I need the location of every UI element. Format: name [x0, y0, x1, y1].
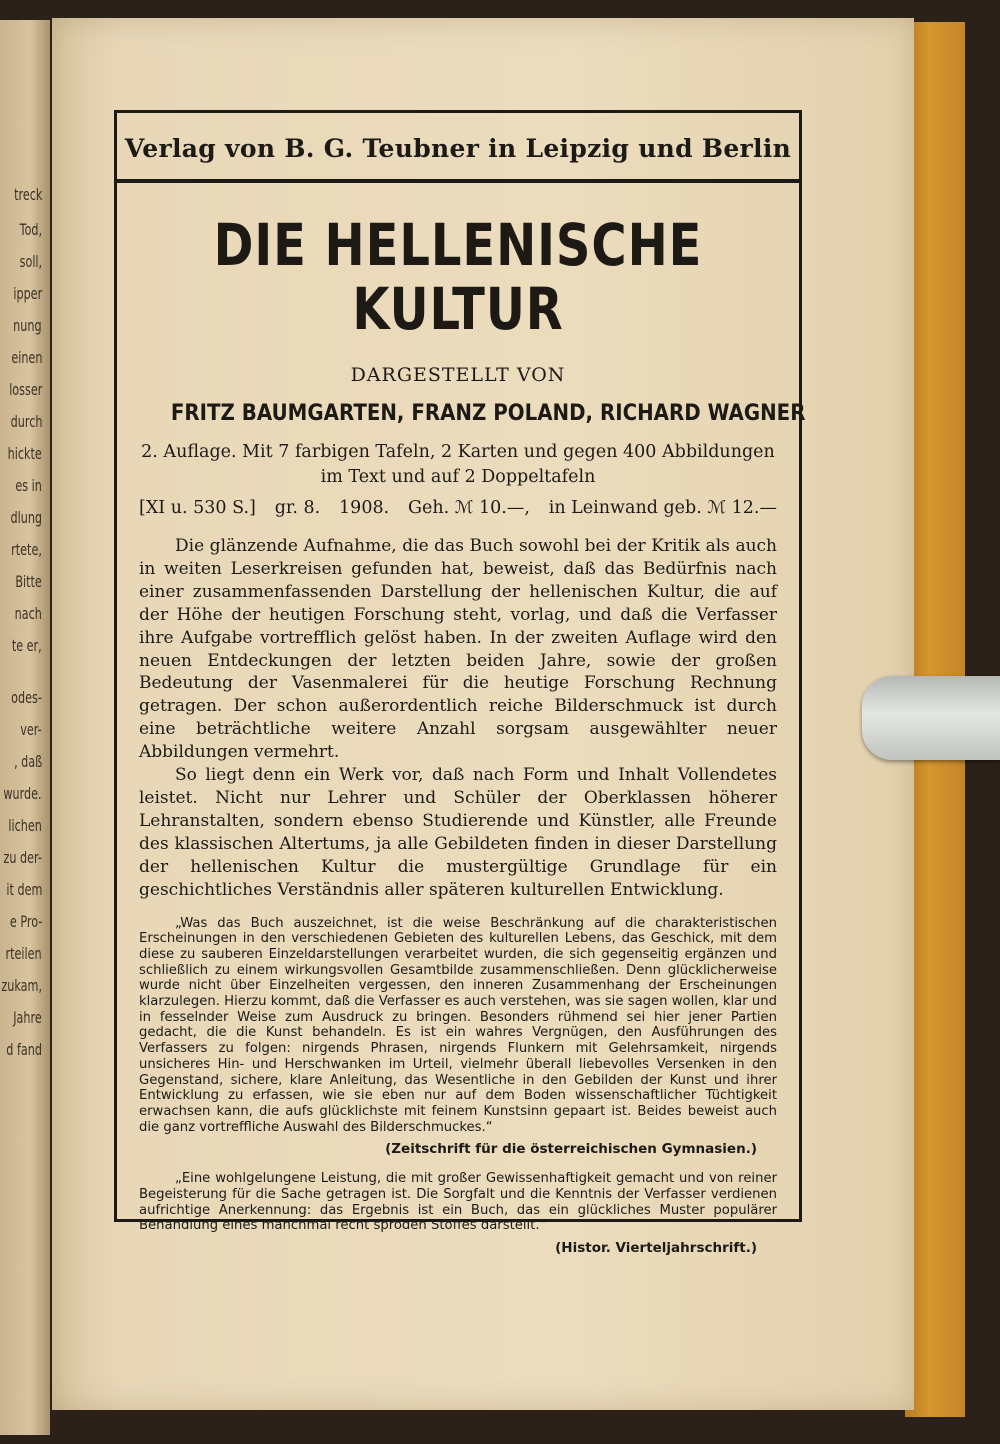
advertisement-frame — [114, 110, 806, 1257]
left-page-fragment: rteilen — [5, 944, 42, 963]
left-page-fragment: Tod, — [19, 220, 42, 239]
left-page-fragment: , daß — [13, 752, 42, 771]
price-line — [139, 496, 777, 521]
year: 1908. — [339, 498, 390, 518]
review-quote — [139, 1171, 777, 1234]
review-quote — [139, 916, 777, 1136]
edition-info — [139, 440, 777, 490]
left-page-fragment: zu der- — [3, 848, 42, 867]
review-source: (Histor. Vierteljahrschrift.) — [555, 1240, 757, 1257]
left-page-fragment: d fand — [6, 1040, 42, 1059]
left-page-fragment: zukam, — [1, 976, 42, 995]
book-authors: FRITZ BAUMGARTEN, FRANZ POLAND, RICHARD WAGNER — [170, 401, 806, 426]
publisher-header — [117, 113, 799, 182]
book-description — [139, 535, 777, 902]
left-page-fragment: treck — [13, 185, 42, 204]
bookmark-clip — [862, 676, 1000, 760]
left-page-fragment: nach — [14, 604, 42, 623]
price-cloth: in Leinwand geb. ℳ 12.— — [548, 498, 777, 518]
page-count: [XI u. 530 S.] — [139, 498, 256, 518]
advertisement-content — [139, 211, 806, 1257]
left-page-fragment: lichen — [8, 816, 42, 835]
left-page-fragment: it dem — [6, 880, 42, 899]
review-source: (Zeitschrift für die österreichischen Gymnasien.) — [385, 1141, 757, 1158]
left-page-fragment: ipper — [13, 284, 42, 303]
left-page-fragment: Jahre — [13, 1008, 42, 1027]
left-page-fragment: te er, — [12, 636, 42, 655]
left-page-fragment: wurde. — [3, 784, 42, 803]
left-page-edge — [0, 20, 50, 1435]
left-page-fragment: rtete, — [11, 540, 42, 559]
format-size: gr. 8. — [274, 498, 321, 518]
left-page-fragment: hickte — [7, 444, 42, 463]
edition-line: im Text und auf 2 Doppeltafeln — [320, 467, 596, 487]
price-paperback: Geh. ℳ 10.—, — [408, 498, 530, 518]
left-page-fragment: dlung — [10, 508, 42, 527]
left-page-fragment: ver- — [20, 720, 42, 739]
left-page-fragment: einen — [10, 348, 42, 367]
book-subtitle: DARGESTELLT VON — [350, 364, 566, 386]
header-divider — [117, 181, 799, 183]
left-page-fragment: es in — [15, 476, 42, 495]
description-paragraph: So liegt denn ein Werk vor, daß nach Form und Inhalt Vollendetes leistet. Nicht nur Lehrer und Schüler der Oberklassen höherer Lehranstalten, sondern ebenso Studierende und Künstler, alle Freunde des klassischen Altertums, ja alle Gebildeten finden in dieser Darstellung der hellenischen Kultur die mustergültige Grundlage für ein geschichtliches Verständnis aller späteren kulturellen Entwicklung. — [139, 765, 777, 900]
left-page-fragment: losser — [8, 380, 42, 399]
left-page-fragment: durch — [10, 412, 42, 431]
left-page-fragment: soll, — [19, 252, 42, 271]
book-title: DIE HELLENISCHE KULTUR — [213, 211, 703, 343]
review-text: „Eine wohlgelungene Leistung, die mit großer Gewissenhaftigkeit gemacht und von reiner Begeisterung für die Sache getragen ist. Die Sorgfalt und die Kenntnis der Verfasser verdienen aufrichtige Anerkennung: das Ergebnis ist ein Buch, das ein glückliches Muster populärer Behandlung eines manchmal recht spröden Stoffes darstellt.“ — [139, 1171, 777, 1234]
edition-line: 2. Auflage. Mit 7 farbigen Tafeln, 2 Karten und gegen 400 Abbildungen — [141, 442, 775, 462]
left-page-fragment: Bitte — [15, 572, 42, 591]
review-text: „Was das Buch auszeichnet, ist die weise Beschränkung auf die charakteristischen Erscheinungen in den verschiedenen Gebieten des kulturellen Lebens, das Geschick, mit dem diese zu sauberen Einzeldarstellungen verarbeitet wurden, die sich gegenseitig ergänzen und schließlich zu einem wirkungsvollen Gesamtbilde zusammenschließen. Denn glücklicherweise wurde nicht über Einzelheiten vergessen, den inneren Zusammenhang der Erscheinungen klarzulegen. Hierzu kommt, daß die Verfasser es auch verstehen, was sie sagen wollen, klar und in fesselnder Weise zum Ausdruck zu bringen. Besonders rühmend sei hier jener Partien gedacht, die die Kunst behandeln. Es ist ein wahres Vergnügen, den Ausführungen des Verfassers zu folgen: nirgends Phrasen, nirgends Flunkern mit Gelehrsamkeit, nirgends unsicheres Hin- und Herschwanken im Urteil, vielmehr überall liebevolles Versenken in den Gegenstand, sichere, klare Anleitung, das Wesentliche in den Gebilden der Kunst und ihrer Entwicklung zu erfassen, wie sie eben nur auf dem Boden wissenschaftlicher Tüchtigkeit erwachsen kann, die aufs glücklichste mit feinem Kunstsinn gepaart ist. Beides beweist auch die ganz vortreffliche Auswahl des Bilderschmuckes.“ — [139, 915, 777, 1135]
description-paragraph: Die glänzende Aufnahme, die das Buch sowohl bei der Kritik als auch in weiten Leserkreisen gefunden hat, beweist, daß das Bedürfnis nach einer zusammenfassenden Darstellung der hellenischen Kultur, die auf der Höhe der heutigen Forschung steht, vorlag, und daß die Verfasser ihre Aufgabe vortrefflich gelöst haben. In der zweiten Auflage wird den neuen Entdeckungen der letzten beiden Jahre, sowie der großen Bedeutung der Vasenmalerei für die heutige Forschung Rechnung getragen. Der schon außerordentlich reiche Bilderschmuck ist durch eine beträchtliche weitere Anzahl sorgsam ausgewählter neuer Abbildungen vermehrt. — [139, 536, 777, 763]
left-page-fragment: nung — [13, 316, 42, 335]
left-page-fragment: e Pro- — [9, 912, 42, 931]
left-page-fragment: odes- — [11, 688, 42, 707]
publisher-name: Verlag von B. G. Teubner in Leipzig und Berlin — [124, 133, 792, 163]
